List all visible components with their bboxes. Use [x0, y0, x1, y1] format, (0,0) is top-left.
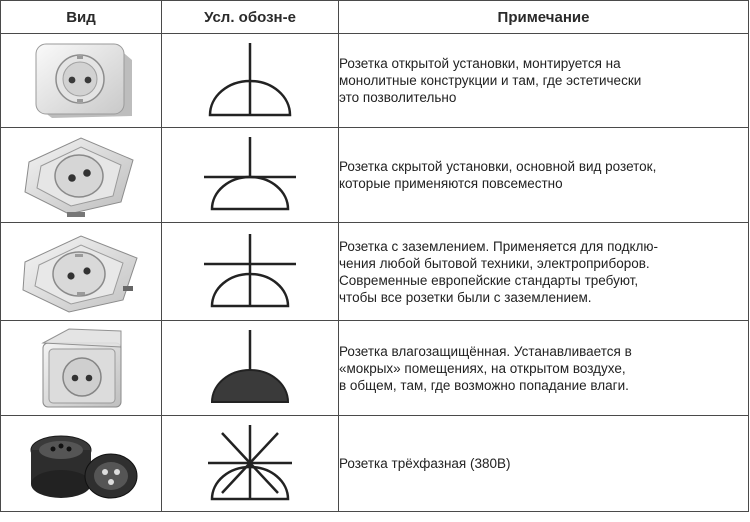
header-view: Вид: [1, 1, 162, 34]
note-text: Розетка трёхфазная (380В): [339, 456, 511, 471]
grounded-socket-photo: [19, 228, 143, 316]
semicircle-crossbar-symbol: [200, 137, 300, 213]
three-phase-socket-photo: [17, 420, 145, 508]
three-phase-symbol: [200, 425, 300, 503]
note-text: Розетка открытой установки, монтируется на монолитные конструкции и там, где эстетически это позволительно: [339, 56, 642, 105]
photo-cell: [1, 321, 162, 416]
surface-mount-socket-photo: [22, 38, 140, 124]
symbol-cell: [162, 128, 339, 223]
symbol-cell: [162, 34, 339, 128]
note-text: Розетка влагозащищённая. Устанавливается в «мокрых» помещениях, на открытом воздухе, в общем, там, где возможно попадание влаги.: [339, 343, 632, 393]
semicircle-outline-symbol: [200, 43, 300, 119]
symbol-cell: [162, 223, 339, 321]
header-note: Примечание: [339, 1, 749, 34]
note-cell: [339, 321, 749, 416]
table-row: [1, 128, 749, 223]
note-text: Розетка с заземлением. Применяется для подклю- чения любой бытовой техники, электроприборов. Современные европейские стандарты требуют, чтобы все розетки были с заземлением.: [339, 238, 659, 305]
photo-cell: [1, 416, 162, 512]
header-symbol: Усл. обозн-е: [162, 1, 339, 34]
waterproof-socket-photo: [29, 325, 133, 411]
note-text: Розетка скрытой установки, основной вид розеток, которые применяются повсеместно: [339, 159, 657, 191]
photo-cell: [1, 128, 162, 223]
table-row: [1, 34, 749, 128]
photo-cell: [1, 34, 162, 128]
table-row: [1, 223, 749, 321]
table-row: [1, 416, 749, 512]
note-cell: [339, 416, 749, 512]
symbol-cell: [162, 321, 339, 416]
note-cell: [339, 34, 749, 128]
semicircle-ground-symbol: [200, 234, 300, 310]
symbol-cell: [162, 416, 339, 512]
flush-mount-socket-photo: [21, 132, 141, 218]
photo-cell: [1, 223, 162, 321]
header-row: [1, 1, 749, 34]
table-row: [1, 321, 749, 416]
note-cell: [339, 128, 749, 223]
filled-semicircle-symbol: [200, 330, 300, 406]
note-cell: [339, 223, 749, 321]
